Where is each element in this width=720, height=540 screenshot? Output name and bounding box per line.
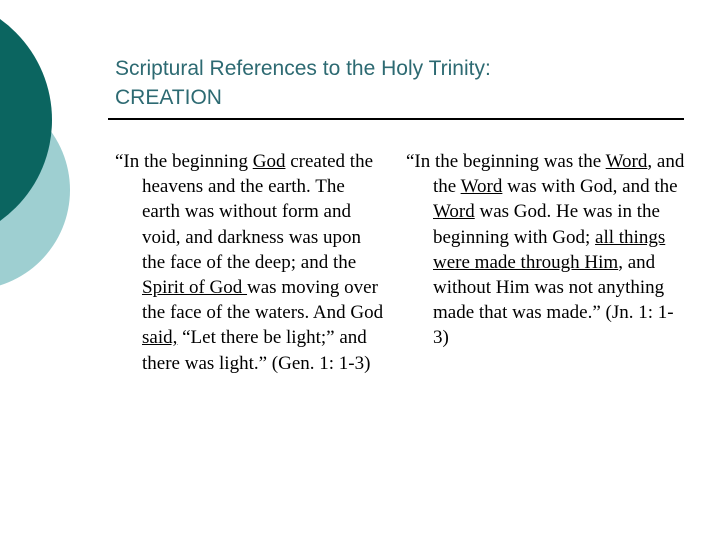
john-quote (406, 149, 688, 351)
quote-text: “Let there be light;” and there was light.” (Gen. 1: 1-3) (142, 327, 371, 374)
quote-text: was moving over the face of the waters. And God (142, 277, 384, 324)
quote-text: “In the beginning (115, 151, 253, 172)
underlined-word: Word (605, 151, 648, 172)
quote-text: was with God, and the (502, 176, 678, 198)
decorative-circles (0, 0, 80, 290)
quote-text: created the heavens and the earth. The earth was without form and void, and darkness was upon the face of the deep; and the (142, 151, 374, 273)
quote-text: , and without Him was not anything made that was made.” (Jn. 1: 1-3) (433, 251, 674, 349)
underlined-spirit-of-god: Spirit of God (142, 277, 248, 299)
underlined-said: said, (142, 327, 178, 349)
quote-text: “In the beginning was the (406, 151, 606, 172)
underlined-all-things-made-through-him: all things were made through Him (433, 226, 666, 273)
genesis-quote (115, 149, 385, 376)
slide-title-line-2: CREATION (115, 86, 222, 109)
slide-title-line-1: Scriptural References to the Holy Trinity: (115, 57, 491, 80)
title-divider (108, 118, 684, 120)
john-quote-column (406, 149, 688, 351)
slide-title (115, 54, 675, 112)
underlined-god: God (252, 151, 286, 172)
quote-text: , and the (433, 151, 685, 198)
underlined-word: Word (460, 176, 503, 198)
underlined-word: Word (433, 201, 475, 223)
genesis-quote-column (115, 149, 385, 376)
quote-text: was God. He was in the beginning with God; (433, 201, 660, 248)
